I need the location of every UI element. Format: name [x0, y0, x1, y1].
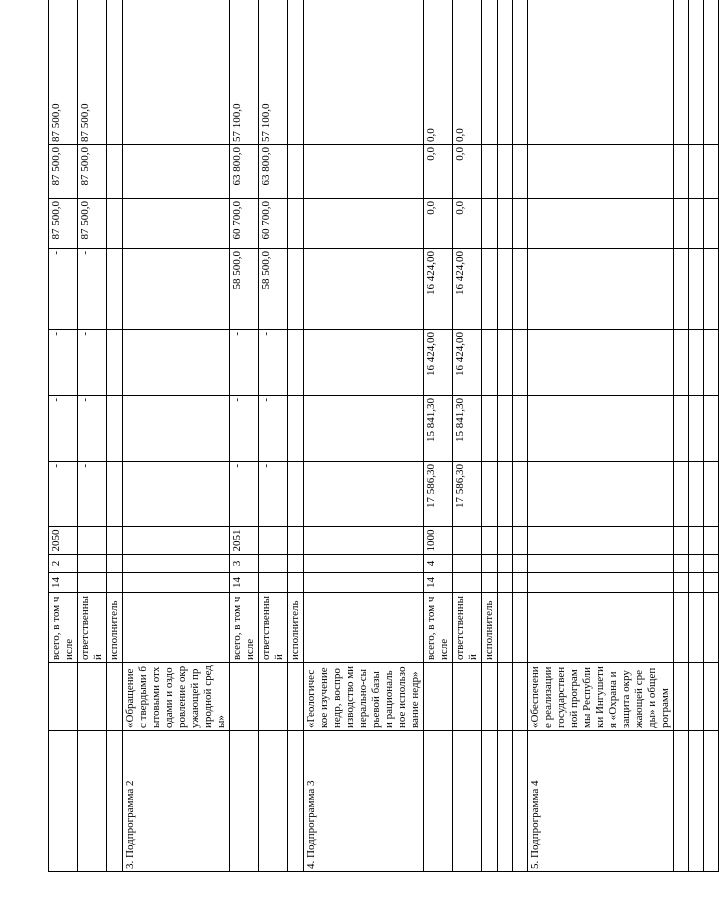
cell-code [528, 527, 674, 555]
cell-section [528, 555, 674, 573]
cell-grbs [528, 573, 674, 593]
cell-value [107, 0, 123, 145]
cell-value [528, 199, 674, 249]
cell-title [259, 663, 288, 731]
cell-title [288, 663, 304, 731]
cell-value [704, 145, 719, 199]
cell-value [528, 330, 674, 396]
cell-value: 60 700,0 [230, 199, 259, 249]
cell-value [288, 330, 304, 396]
table-row [528, 0, 674, 872]
cell-value [513, 396, 528, 462]
cell-value: 0,0 [453, 145, 482, 199]
cell-grbs [304, 573, 424, 593]
cell-value: - [49, 462, 78, 527]
cell-title [78, 663, 107, 731]
cell-code: 2050 [49, 527, 78, 555]
cell-program [513, 731, 528, 872]
cell-value [482, 249, 498, 330]
cell-value [498, 330, 513, 396]
cell-program [230, 731, 259, 872]
table-row [498, 0, 513, 872]
cell-program [674, 731, 689, 872]
cell-role [513, 593, 528, 663]
cell-value [513, 462, 528, 527]
cell-value: 57 100,0 [259, 0, 288, 145]
cell-grbs [123, 573, 230, 593]
cell-code [513, 527, 528, 555]
cell-value [482, 462, 498, 527]
cell-value [704, 396, 719, 462]
table-row [123, 0, 230, 872]
cell-value [528, 145, 674, 199]
cell-title [498, 663, 513, 731]
program-funding-table [48, 0, 719, 872]
cell-value: - [78, 249, 107, 330]
cell-section: 4 [424, 555, 453, 573]
cell-grbs [482, 573, 498, 593]
cell-title [107, 663, 123, 731]
cell-value [107, 462, 123, 527]
cell-section: 3 [230, 555, 259, 573]
cell-value [107, 396, 123, 462]
cell-value: 15 841,30 [453, 396, 482, 462]
cell-value [123, 330, 230, 396]
cell-program [107, 731, 123, 872]
cell-title: «Геологическое изучение недр, воспроизводство минерально-сырьевой базы и рациональное использование недр» [304, 663, 424, 731]
cell-grbs [704, 573, 719, 593]
cell-value: 16 424,00 [453, 249, 482, 330]
table-row [482, 0, 498, 872]
cell-value [704, 199, 719, 249]
cell-value: 0,0 [424, 145, 453, 199]
cell-value [498, 249, 513, 330]
cell-value: 57 100,0 [230, 0, 259, 145]
cell-value [107, 330, 123, 396]
cell-value [689, 145, 704, 199]
cell-value [528, 0, 674, 145]
cell-section [259, 555, 288, 573]
cell-value [498, 199, 513, 249]
table-row [304, 0, 424, 872]
cell-value: - [230, 330, 259, 396]
cell-title [689, 663, 704, 731]
cell-role [704, 593, 719, 663]
cell-value [288, 199, 304, 249]
cell-value [513, 249, 528, 330]
table-row [689, 0, 704, 872]
cell-value: 16 424,00 [424, 330, 453, 396]
cell-value: 58 500,0 [259, 249, 288, 330]
cell-code [259, 527, 288, 555]
cell-section [304, 555, 424, 573]
cell-value: 0,0 [453, 199, 482, 249]
cell-value [482, 199, 498, 249]
cell-section [498, 555, 513, 573]
cell-grbs: 14 [49, 573, 78, 593]
table-row [107, 0, 123, 872]
cell-value: - [259, 462, 288, 527]
cell-role: всего, в том числе [49, 593, 78, 663]
cell-role: всего, в том числе [424, 593, 453, 663]
cell-title [49, 663, 78, 731]
cell-value [107, 199, 123, 249]
cell-value: 60 700,0 [259, 199, 288, 249]
cell-code [288, 527, 304, 555]
cell-value: 87 500,0 [78, 0, 107, 145]
cell-value: 0,0 [424, 199, 453, 249]
cell-value: - [230, 462, 259, 527]
cell-code: 2051 [230, 527, 259, 555]
cell-value [123, 396, 230, 462]
cell-value [304, 0, 424, 145]
cell-value [674, 0, 689, 145]
cell-value [704, 462, 719, 527]
cell-value [689, 462, 704, 527]
cell-value: 87 500,0 [78, 199, 107, 249]
cell-program [498, 731, 513, 872]
cell-code [304, 527, 424, 555]
cell-title [513, 663, 528, 731]
cell-value [123, 462, 230, 527]
cell-value [528, 462, 674, 527]
cell-value: - [259, 396, 288, 462]
table-row [674, 0, 689, 872]
cell-program [78, 731, 107, 872]
cell-grbs [674, 573, 689, 593]
cell-section [674, 555, 689, 573]
cell-value: - [78, 396, 107, 462]
cell-value [674, 396, 689, 462]
cell-code [498, 527, 513, 555]
cell-title [674, 663, 689, 731]
cell-value: - [78, 462, 107, 527]
cell-value [482, 0, 498, 145]
cell-code [689, 527, 704, 555]
cell-value [704, 249, 719, 330]
cell-value: 87 500,0 [49, 145, 78, 199]
cell-value [304, 462, 424, 527]
table-row [704, 0, 719, 872]
cell-grbs [689, 573, 704, 593]
cell-section [689, 555, 704, 573]
cell-program [259, 731, 288, 872]
cell-value: 63 800,0 [259, 145, 288, 199]
cell-section [78, 555, 107, 573]
rotated-table-container [48, 18, 671, 872]
cell-title: «Обращение с твердыми бытовыми отходами и оздоровление окружающей природной среды» [123, 663, 230, 731]
cell-value [288, 145, 304, 199]
cell-value: 15 841,30 [424, 396, 453, 462]
cell-value [689, 249, 704, 330]
cell-role [123, 593, 230, 663]
cell-value [513, 145, 528, 199]
cell-role: всего, в том числе [230, 593, 259, 663]
cell-program [482, 731, 498, 872]
table-row [78, 0, 107, 872]
cell-role [528, 593, 674, 663]
cell-grbs [513, 573, 528, 593]
cell-value [304, 145, 424, 199]
cell-value [528, 249, 674, 330]
cell-title [424, 663, 453, 731]
cell-value [304, 249, 424, 330]
cell-value [513, 199, 528, 249]
cell-value [304, 396, 424, 462]
cell-value: - [49, 396, 78, 462]
cell-program: 5. Подпрограмма 4 [528, 731, 674, 872]
cell-code [482, 527, 498, 555]
cell-section [704, 555, 719, 573]
cell-grbs [78, 573, 107, 593]
cell-value [482, 396, 498, 462]
cell-value [704, 0, 719, 145]
cell-value [304, 199, 424, 249]
cell-value [288, 462, 304, 527]
cell-program: 4. Подпрограмма 3 [304, 731, 424, 872]
cell-section [482, 555, 498, 573]
cell-value [123, 0, 230, 145]
table-row [424, 0, 453, 872]
cell-value [674, 462, 689, 527]
cell-role [498, 593, 513, 663]
cell-section [513, 555, 528, 573]
cell-value [304, 330, 424, 396]
cell-value [107, 145, 123, 199]
table-row [288, 0, 304, 872]
cell-value: 87 500,0 [49, 0, 78, 145]
cell-role: ответственный [259, 593, 288, 663]
cell-section [123, 555, 230, 573]
cell-section [107, 555, 123, 573]
cell-value: - [230, 396, 259, 462]
cell-value [674, 249, 689, 330]
cell-program [704, 731, 719, 872]
cell-grbs [107, 573, 123, 593]
cell-value: 17 586,30 [424, 462, 453, 527]
cell-code [704, 527, 719, 555]
table-row [49, 0, 78, 872]
cell-grbs [453, 573, 482, 593]
cell-code: 1000 [424, 527, 453, 555]
cell-title [704, 663, 719, 731]
cell-value: 87 500,0 [78, 145, 107, 199]
cell-program: 3. Подпрограмма 2 [123, 731, 230, 872]
table-row [453, 0, 482, 872]
cell-program [49, 731, 78, 872]
cell-role [674, 593, 689, 663]
cell-value [513, 0, 528, 145]
cell-value: - [49, 330, 78, 396]
cell-section [288, 555, 304, 573]
cell-grbs: 14 [424, 573, 453, 593]
cell-value [498, 145, 513, 199]
cell-value: - [78, 330, 107, 396]
cell-value: 0,0 [453, 0, 482, 145]
cell-role: ответственный [453, 593, 482, 663]
cell-title [453, 663, 482, 731]
cell-program [424, 731, 453, 872]
cell-value [689, 0, 704, 145]
cell-code [123, 527, 230, 555]
table-row [230, 0, 259, 872]
cell-value [674, 330, 689, 396]
cell-value [674, 145, 689, 199]
cell-value [498, 0, 513, 145]
cell-value [498, 462, 513, 527]
table-row [259, 0, 288, 872]
cell-value [288, 0, 304, 145]
cell-value: 0,0 [424, 0, 453, 145]
cell-title: «Обеспечение реализации государственной программы Республики Ингушетия «Охрана и защита окружающей среды» и общепрограмм [528, 663, 674, 731]
cell-grbs [259, 573, 288, 593]
cell-value: 16 424,00 [424, 249, 453, 330]
cell-value [123, 249, 230, 330]
cell-value [704, 330, 719, 396]
cell-role: ответственный [78, 593, 107, 663]
cell-program [689, 731, 704, 872]
cell-value: 63 800,0 [230, 145, 259, 199]
cell-title [230, 663, 259, 731]
cell-code [78, 527, 107, 555]
cell-value: 58 500,0 [230, 249, 259, 330]
cell-grbs [498, 573, 513, 593]
cell-program [453, 731, 482, 872]
cell-code [453, 527, 482, 555]
cell-code [674, 527, 689, 555]
cell-code [107, 527, 123, 555]
cell-value: - [49, 249, 78, 330]
cell-value [123, 199, 230, 249]
cell-value [689, 396, 704, 462]
cell-value: 16 424,00 [453, 330, 482, 396]
cell-value [482, 330, 498, 396]
cell-grbs: 14 [230, 573, 259, 593]
table-row [513, 0, 528, 872]
cell-value [513, 330, 528, 396]
cell-value [674, 199, 689, 249]
cell-section: 2 [49, 555, 78, 573]
cell-value [288, 249, 304, 330]
cell-value: - [259, 330, 288, 396]
cell-value [689, 330, 704, 396]
cell-value [107, 249, 123, 330]
cell-value [288, 396, 304, 462]
cell-value [482, 145, 498, 199]
cell-value [528, 396, 674, 462]
cell-title [482, 663, 498, 731]
cell-role: исполнитель [288, 593, 304, 663]
cell-role: исполнитель [107, 593, 123, 663]
cell-value: 17 586,30 [453, 462, 482, 527]
cell-role [304, 593, 424, 663]
cell-grbs [288, 573, 304, 593]
cell-role [689, 593, 704, 663]
cell-program [288, 731, 304, 872]
cell-value [498, 396, 513, 462]
cell-value [123, 145, 230, 199]
cell-value [689, 199, 704, 249]
cell-value: 87 500,0 [49, 199, 78, 249]
cell-role: исполнитель [482, 593, 498, 663]
cell-section [453, 555, 482, 573]
